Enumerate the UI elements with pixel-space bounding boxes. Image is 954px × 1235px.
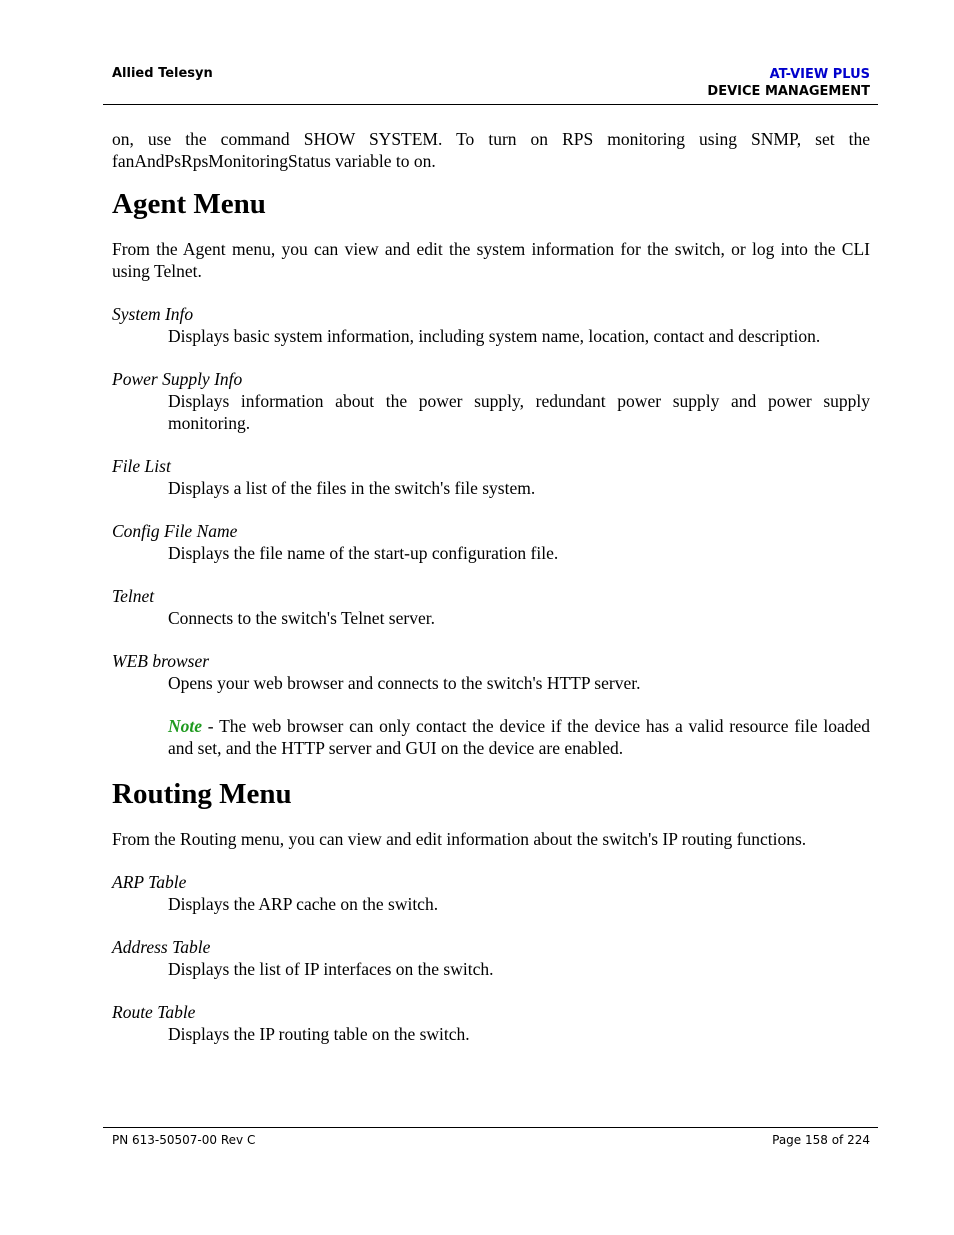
product-name: AT-VIEW PLUS — [769, 67, 870, 82]
page-header — [103, 60, 878, 105]
term-config-file-name: Config File Name — [112, 521, 238, 541]
definition-system-info: Displays basic system information, including system name, location, contact and description. — [168, 326, 821, 346]
definition-config-file-name: Displays the file name of the start-up configuration file. — [168, 543, 559, 563]
note-label: Note — [168, 716, 203, 736]
agent-menu-heading: Agent Menu — [112, 188, 266, 220]
routing-menu-heading: Routing Menu — [112, 778, 292, 810]
term-power-supply-info: Power Supply Info — [112, 369, 243, 389]
page-footer — [103, 1127, 878, 1147]
note-paragraph — [112, 715, 870, 759]
agent-menu-description: From the Agent menu, you can view and edit the system information for the switch, or log into the CLI using Telnet. — [112, 239, 870, 281]
intro-paragraph: on, use the command SHOW SYSTEM. To turn on RPS monitoring using SNMP, set the fanAndPsRpsMonitoringStatus variable to on. — [112, 129, 870, 171]
note-text: - The web browser can only contact the device if the device has a valid resource file loaded and set, and the HTTP server and GUI on the device are enabled. — [168, 716, 870, 758]
page-number: Page 158 of 224 — [772, 1133, 870, 1147]
section-name: DEVICE MANAGEMENT — [707, 84, 870, 99]
page-content — [112, 128, 870, 1066]
term-web-browser: WEB browser — [112, 651, 210, 671]
header-right-block — [707, 66, 870, 100]
part-number: PN 613-50507-00 Rev C — [112, 1133, 256, 1147]
term-system-info: System Info — [112, 304, 194, 324]
definition-power-supply-info: Displays information about the power supply, redundant power supply and power supply monitoring. — [168, 391, 870, 433]
definition-route-table: Displays the IP routing table on the switch. — [168, 1024, 470, 1044]
definition-telnet: Connects to the switch's Telnet server. — [168, 608, 435, 628]
term-arp-table: ARP Table — [112, 872, 187, 892]
definition-arp-table: Displays the ARP cache on the switch. — [168, 894, 439, 914]
definition-address-table: Displays the list of IP interfaces on the switch. — [168, 959, 494, 979]
term-file-list: File List — [112, 456, 171, 476]
company-name: Allied Telesyn — [112, 66, 213, 81]
definition-web-browser: Opens your web browser and connects to the switch's HTTP server. — [168, 673, 641, 693]
routing-menu-description: From the Routing menu, you can view and edit information about the switch's IP routing functions. — [112, 829, 807, 849]
term-telnet: Telnet — [112, 586, 155, 606]
term-route-table: Route Table — [112, 1002, 196, 1022]
term-address-table: Address Table — [112, 937, 211, 957]
definition-file-list: Displays a list of the files in the switch's file system. — [168, 478, 536, 498]
